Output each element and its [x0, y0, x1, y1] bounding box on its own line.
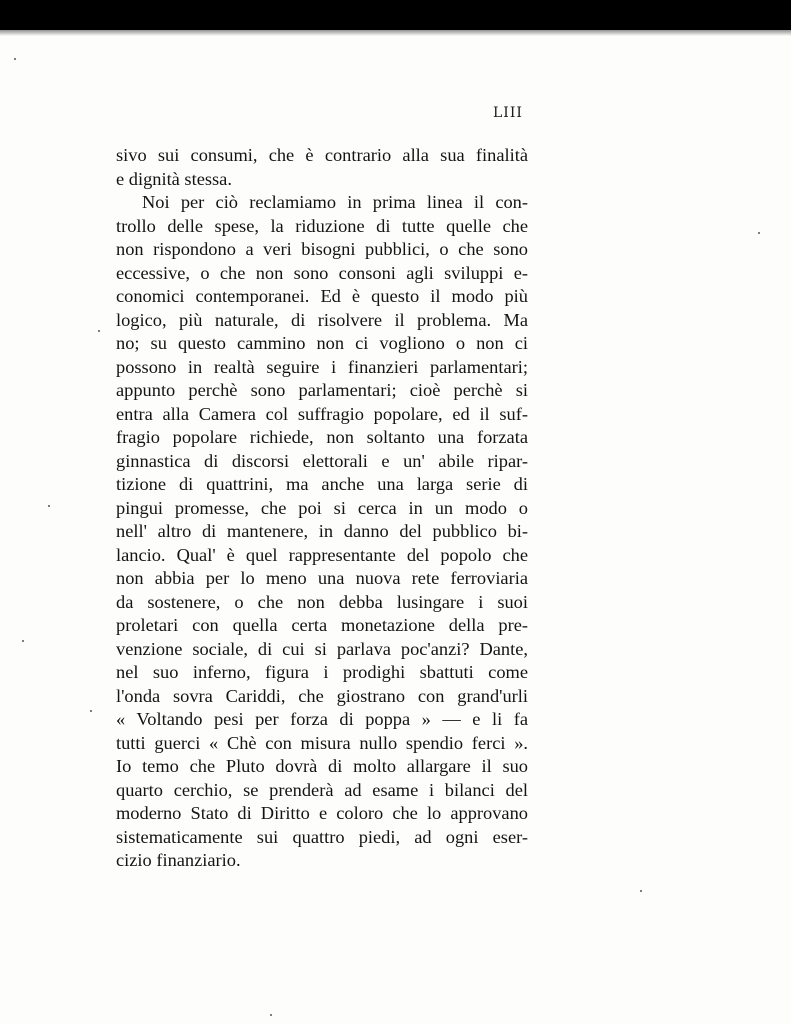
scan-speck — [640, 890, 642, 892]
text-line: ginnastica di discorsi elettorali e un' abile ripar- — [116, 450, 528, 471]
scan-speck — [758, 232, 760, 234]
text-line: nel suo inferno, figura i prodighi sbattuti come — [116, 662, 528, 682]
text-line: tutti guerci « Chè con misura nullo spendio ferci ». — [116, 732, 528, 753]
scan-speck — [48, 505, 50, 507]
text-line: non rispondono a veri bisogni pubblici, o che sono — [116, 239, 528, 259]
text-line: eccessive, o che non sono consoni agli sviluppi e- — [116, 262, 528, 283]
text-line: non abbia per lo meno una nuova rete ferroviaria — [116, 568, 528, 588]
text-line: Noi per ciò reclamiamo in prima linea il con- — [142, 192, 528, 212]
text-line: no; su questo cammino non ci vogliono o non ci — [116, 333, 528, 353]
text-line: quarto cerchio, se prenderà ad esame i bilanci del — [116, 779, 528, 800]
text-line: possono in realtà seguire i finanzieri parlamentari; — [116, 356, 528, 377]
text-line: logico, più naturale, di risolvere il problema. Ma — [116, 309, 528, 330]
text-line: fragio popolare richiede, non soltanto una forzata — [116, 427, 528, 447]
text-line: lancio. Qual' è quel rappresentante del popolo che — [116, 544, 528, 565]
text-line: e dignità stessa. — [116, 168, 232, 189]
text-line: sistematicamente sui quattro piedi, ad ogni eser- — [116, 826, 528, 847]
text-line: cizio finanziario. — [116, 850, 241, 870]
text-line: venzione sociale, di cui si parlava poc'anzi? Dante, — [116, 638, 528, 659]
text-line: conomici contemporanei. Ed è questo il modo più — [116, 286, 528, 306]
text-line: « Voltando pesi per forza di poppa » — e li fa — [116, 709, 528, 729]
scan-speck — [90, 710, 92, 712]
scan-speck — [98, 330, 100, 332]
page-top-edge-shadow — [0, 30, 791, 36]
text-line: da sostenere, o che non debba lusingare i suoi — [116, 591, 528, 612]
scan-speck — [270, 1014, 272, 1016]
text-line: l'onda sovra Cariddi, che giostrano con grand'urli — [116, 685, 528, 706]
page-number: LIII — [493, 105, 523, 121]
text-line: pingui promesse, che poi si cerca in un modo o — [116, 497, 528, 518]
text-line: proletari con quella certa monetazione della pre- — [116, 615, 528, 635]
text-line: appunto perchè sono parlamentari; cioè perchè si — [116, 380, 528, 400]
text-line: sivo sui consumi, che è contrario alla sua finalità — [116, 145, 528, 165]
text-line: trollo delle spese, la riduzione di tutte quelle che — [116, 215, 528, 236]
text-line: moderno Stato di Diritto e coloro che lo approvano — [116, 803, 528, 823]
body-text — [116, 144, 528, 873]
scan-speck — [22, 640, 24, 642]
text-line: tizione di quattrini, ma anche una larga serie di — [116, 474, 528, 494]
text-line: nell' altro di mantenere, in danno del pubblico bi- — [116, 521, 528, 541]
text-line: entra alla Camera col suffragio popolare, ed il suf- — [116, 403, 528, 424]
scan-speck — [14, 58, 16, 60]
text-line: Io temo che Pluto dovrà di molto allargare il suo — [116, 756, 528, 776]
